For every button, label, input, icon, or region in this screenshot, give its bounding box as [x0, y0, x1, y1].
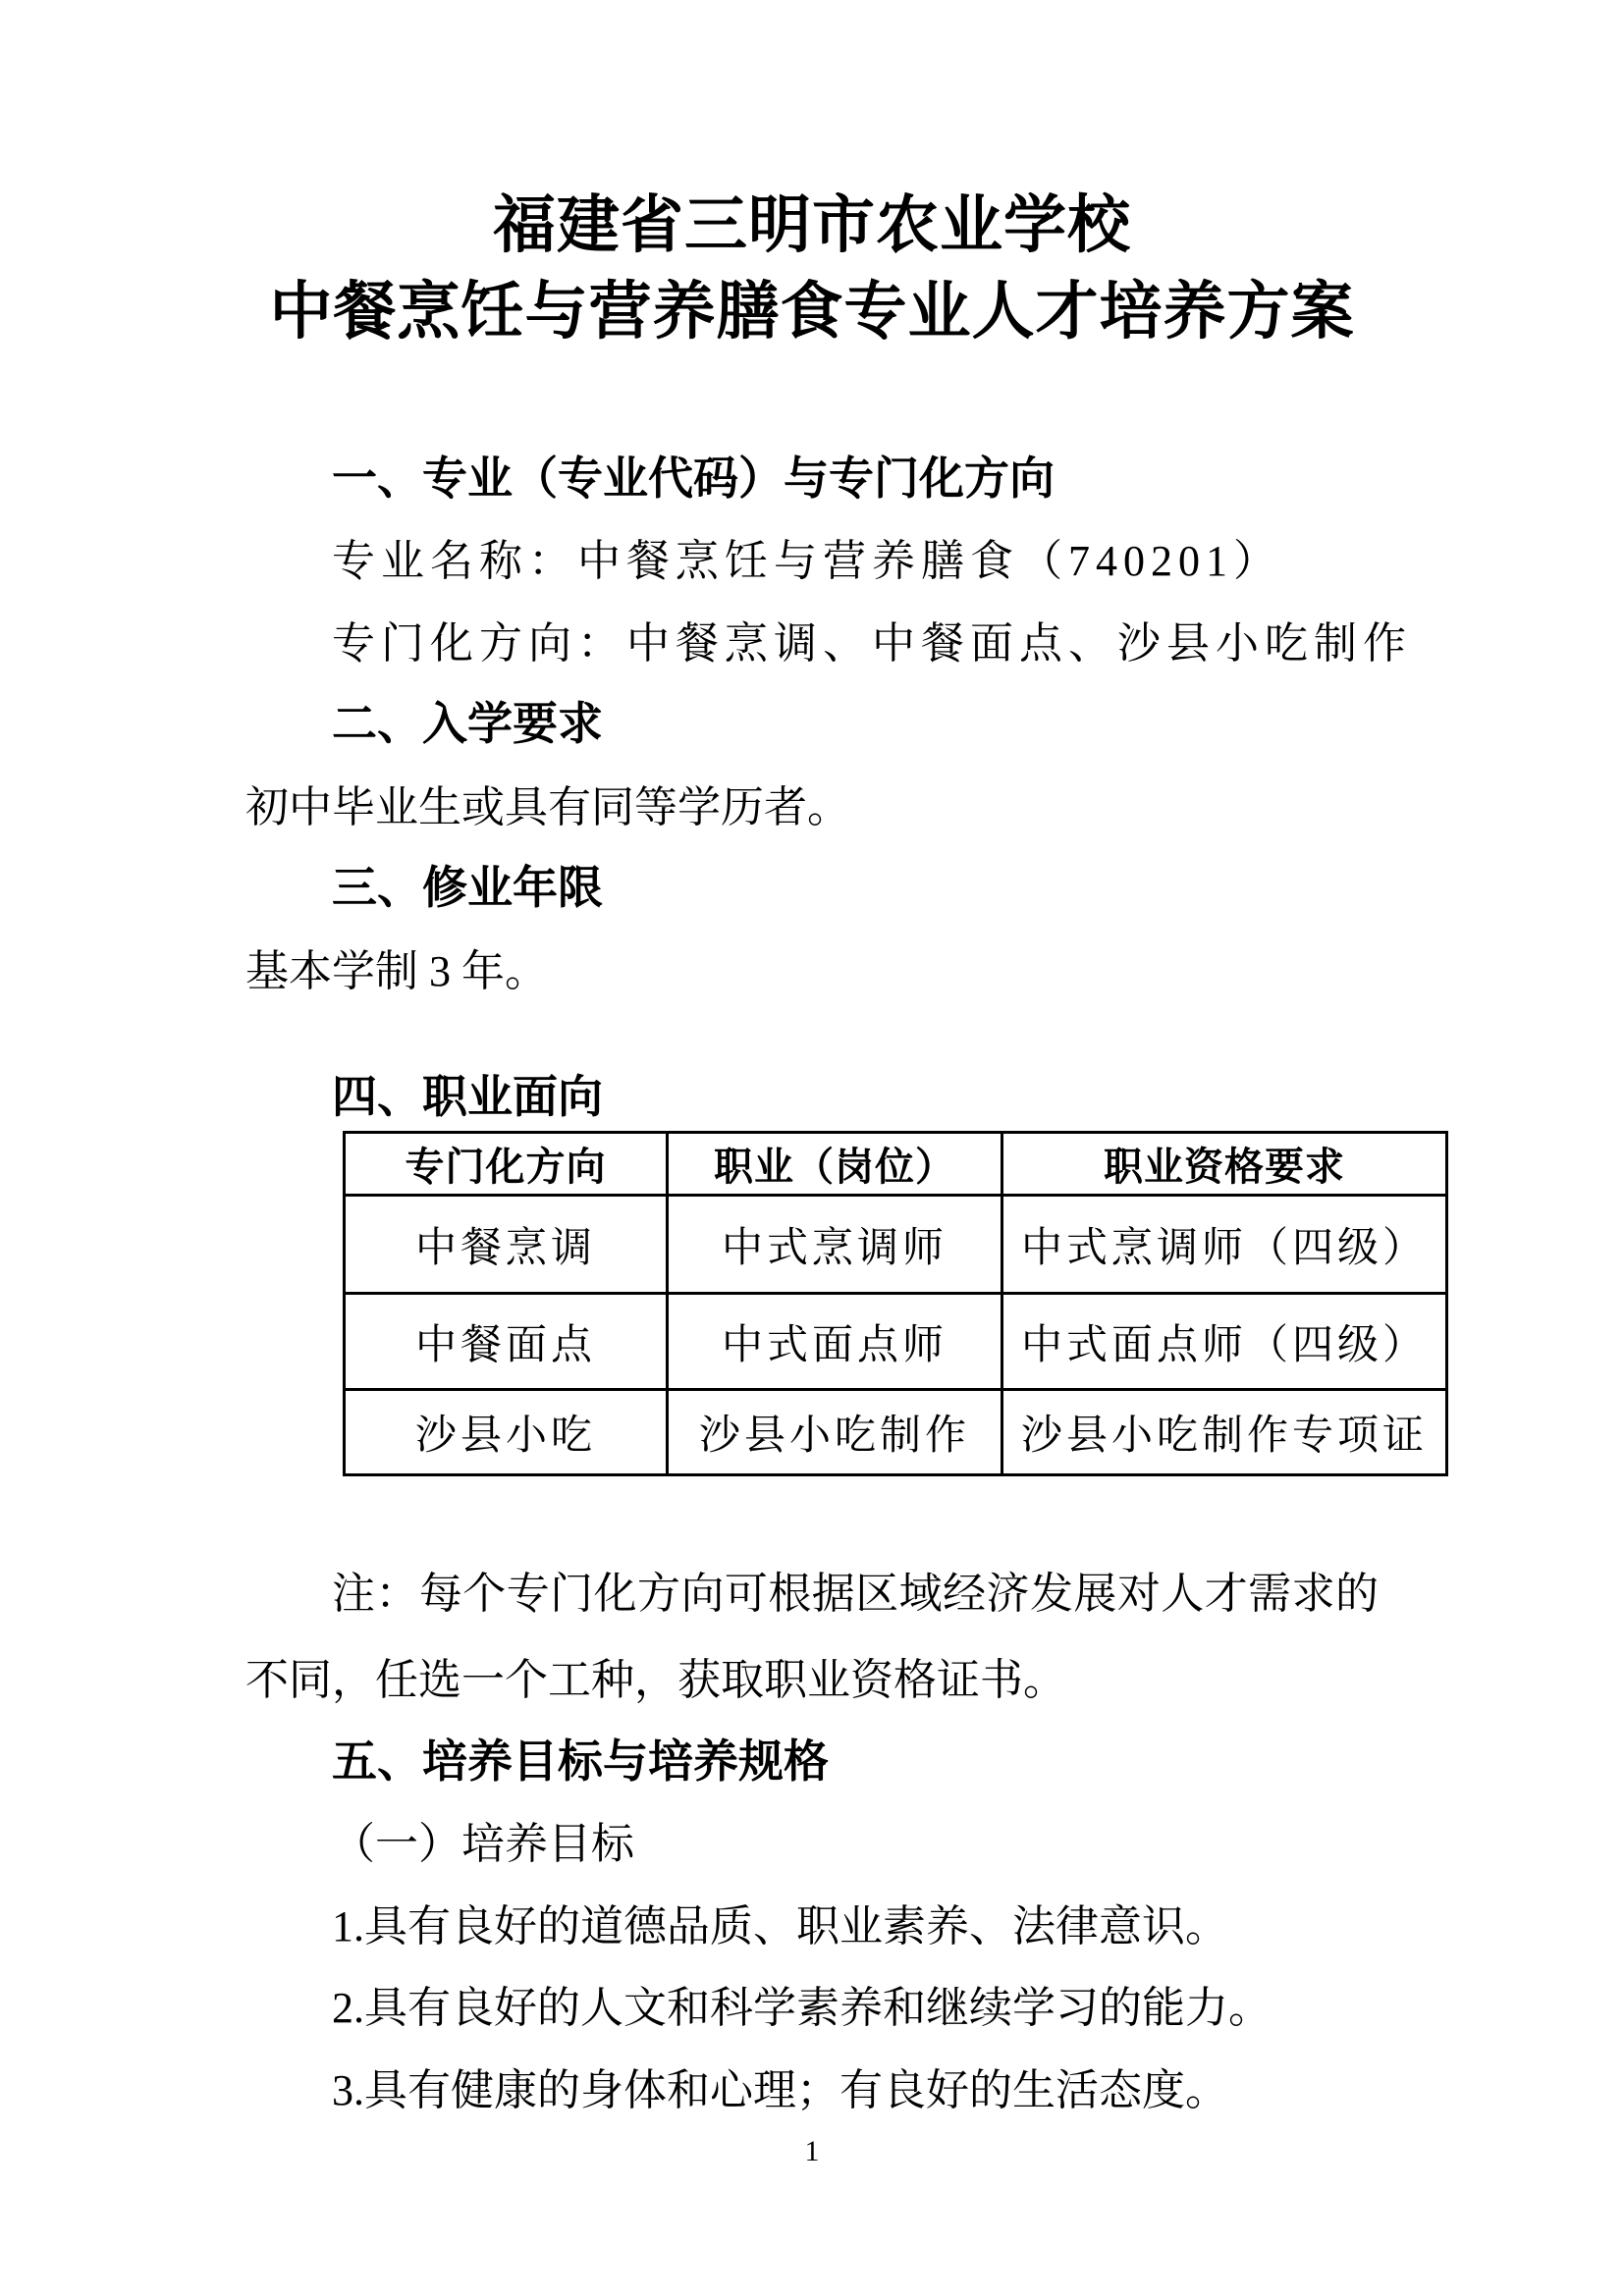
section-3-heading: 三、修业年限 [332, 862, 603, 914]
career-orientation-table [343, 1131, 1448, 1476]
table-row [345, 1390, 1447, 1475]
section-1-heading: 一、专业（专业代码）与专门化方向 [332, 452, 1055, 504]
table-cell: 中式烹调师 [668, 1196, 1002, 1294]
section-4-heading: 四、职业面向 [332, 1071, 603, 1123]
note-line-2: 不同，任选一个工种，获取职业资格证书。 [245, 1656, 1066, 1705]
table-header-row [345, 1133, 1447, 1196]
table-header-qualification: 职业资格要求 [1002, 1133, 1447, 1196]
objective-item-2: 2.具有良好的人文和科学素养和继续学习的能力。 [332, 1984, 1272, 2033]
title-line-2: 中餐烹饪与营养膳食专业人才培养方案 [269, 277, 1355, 347]
table-cell: 中餐面点 [345, 1294, 668, 1390]
document-title [245, 177, 1379, 349]
objective-item-3: 3.具有健康的身体和心理；有良好的生活态度。 [332, 2065, 1228, 2114]
table-cell: 沙县小吃制作 [668, 1390, 1002, 1475]
table-cell: 沙县小吃制作专项证 [1002, 1390, 1447, 1475]
page-number: 1 [804, 2134, 820, 2167]
table-row [345, 1294, 1447, 1390]
table-header-occupation: 职业（岗位） [668, 1133, 1002, 1196]
section-2-body: 初中毕业生或具有同等学历者。 [245, 782, 850, 831]
title-line-1: 福建省三明市农业学校 [493, 190, 1131, 260]
table-cell: 中式面点师（四级） [1002, 1294, 1447, 1390]
table-cell: 中餐烹调 [345, 1196, 668, 1294]
table-row [345, 1196, 1447, 1294]
table-header-specialization: 专门化方向 [345, 1133, 668, 1196]
table-cell: 中式烹调师（四级） [1002, 1196, 1447, 1294]
section-3-body: 基本学制 3 年。 [245, 946, 548, 995]
major-name-line: 专业名称：中餐烹饪与营养膳食（740201） [332, 537, 1282, 586]
section-5-subheading: （一）培养目标 [332, 1820, 634, 1869]
objective-item-1: 1.具有良好的道德品质、职业素养、法律意识。 [332, 1901, 1228, 1950]
table-cell: 中式面点师 [668, 1294, 1002, 1390]
note-line-1: 注：每个专门化方向可根据区域经济发展对人才需求的 [332, 1570, 1379, 1618]
specialization-line: 专门化方向：中餐烹调、中餐面点、沙县小吃制作 [332, 618, 1412, 667]
section-2-heading: 二、入学要求 [332, 698, 603, 750]
table-cell: 沙县小吃 [345, 1390, 668, 1475]
note-paragraph [245, 1553, 1379, 1717]
section-5-heading: 五、培养目标与培养规格 [332, 1735, 829, 1787]
